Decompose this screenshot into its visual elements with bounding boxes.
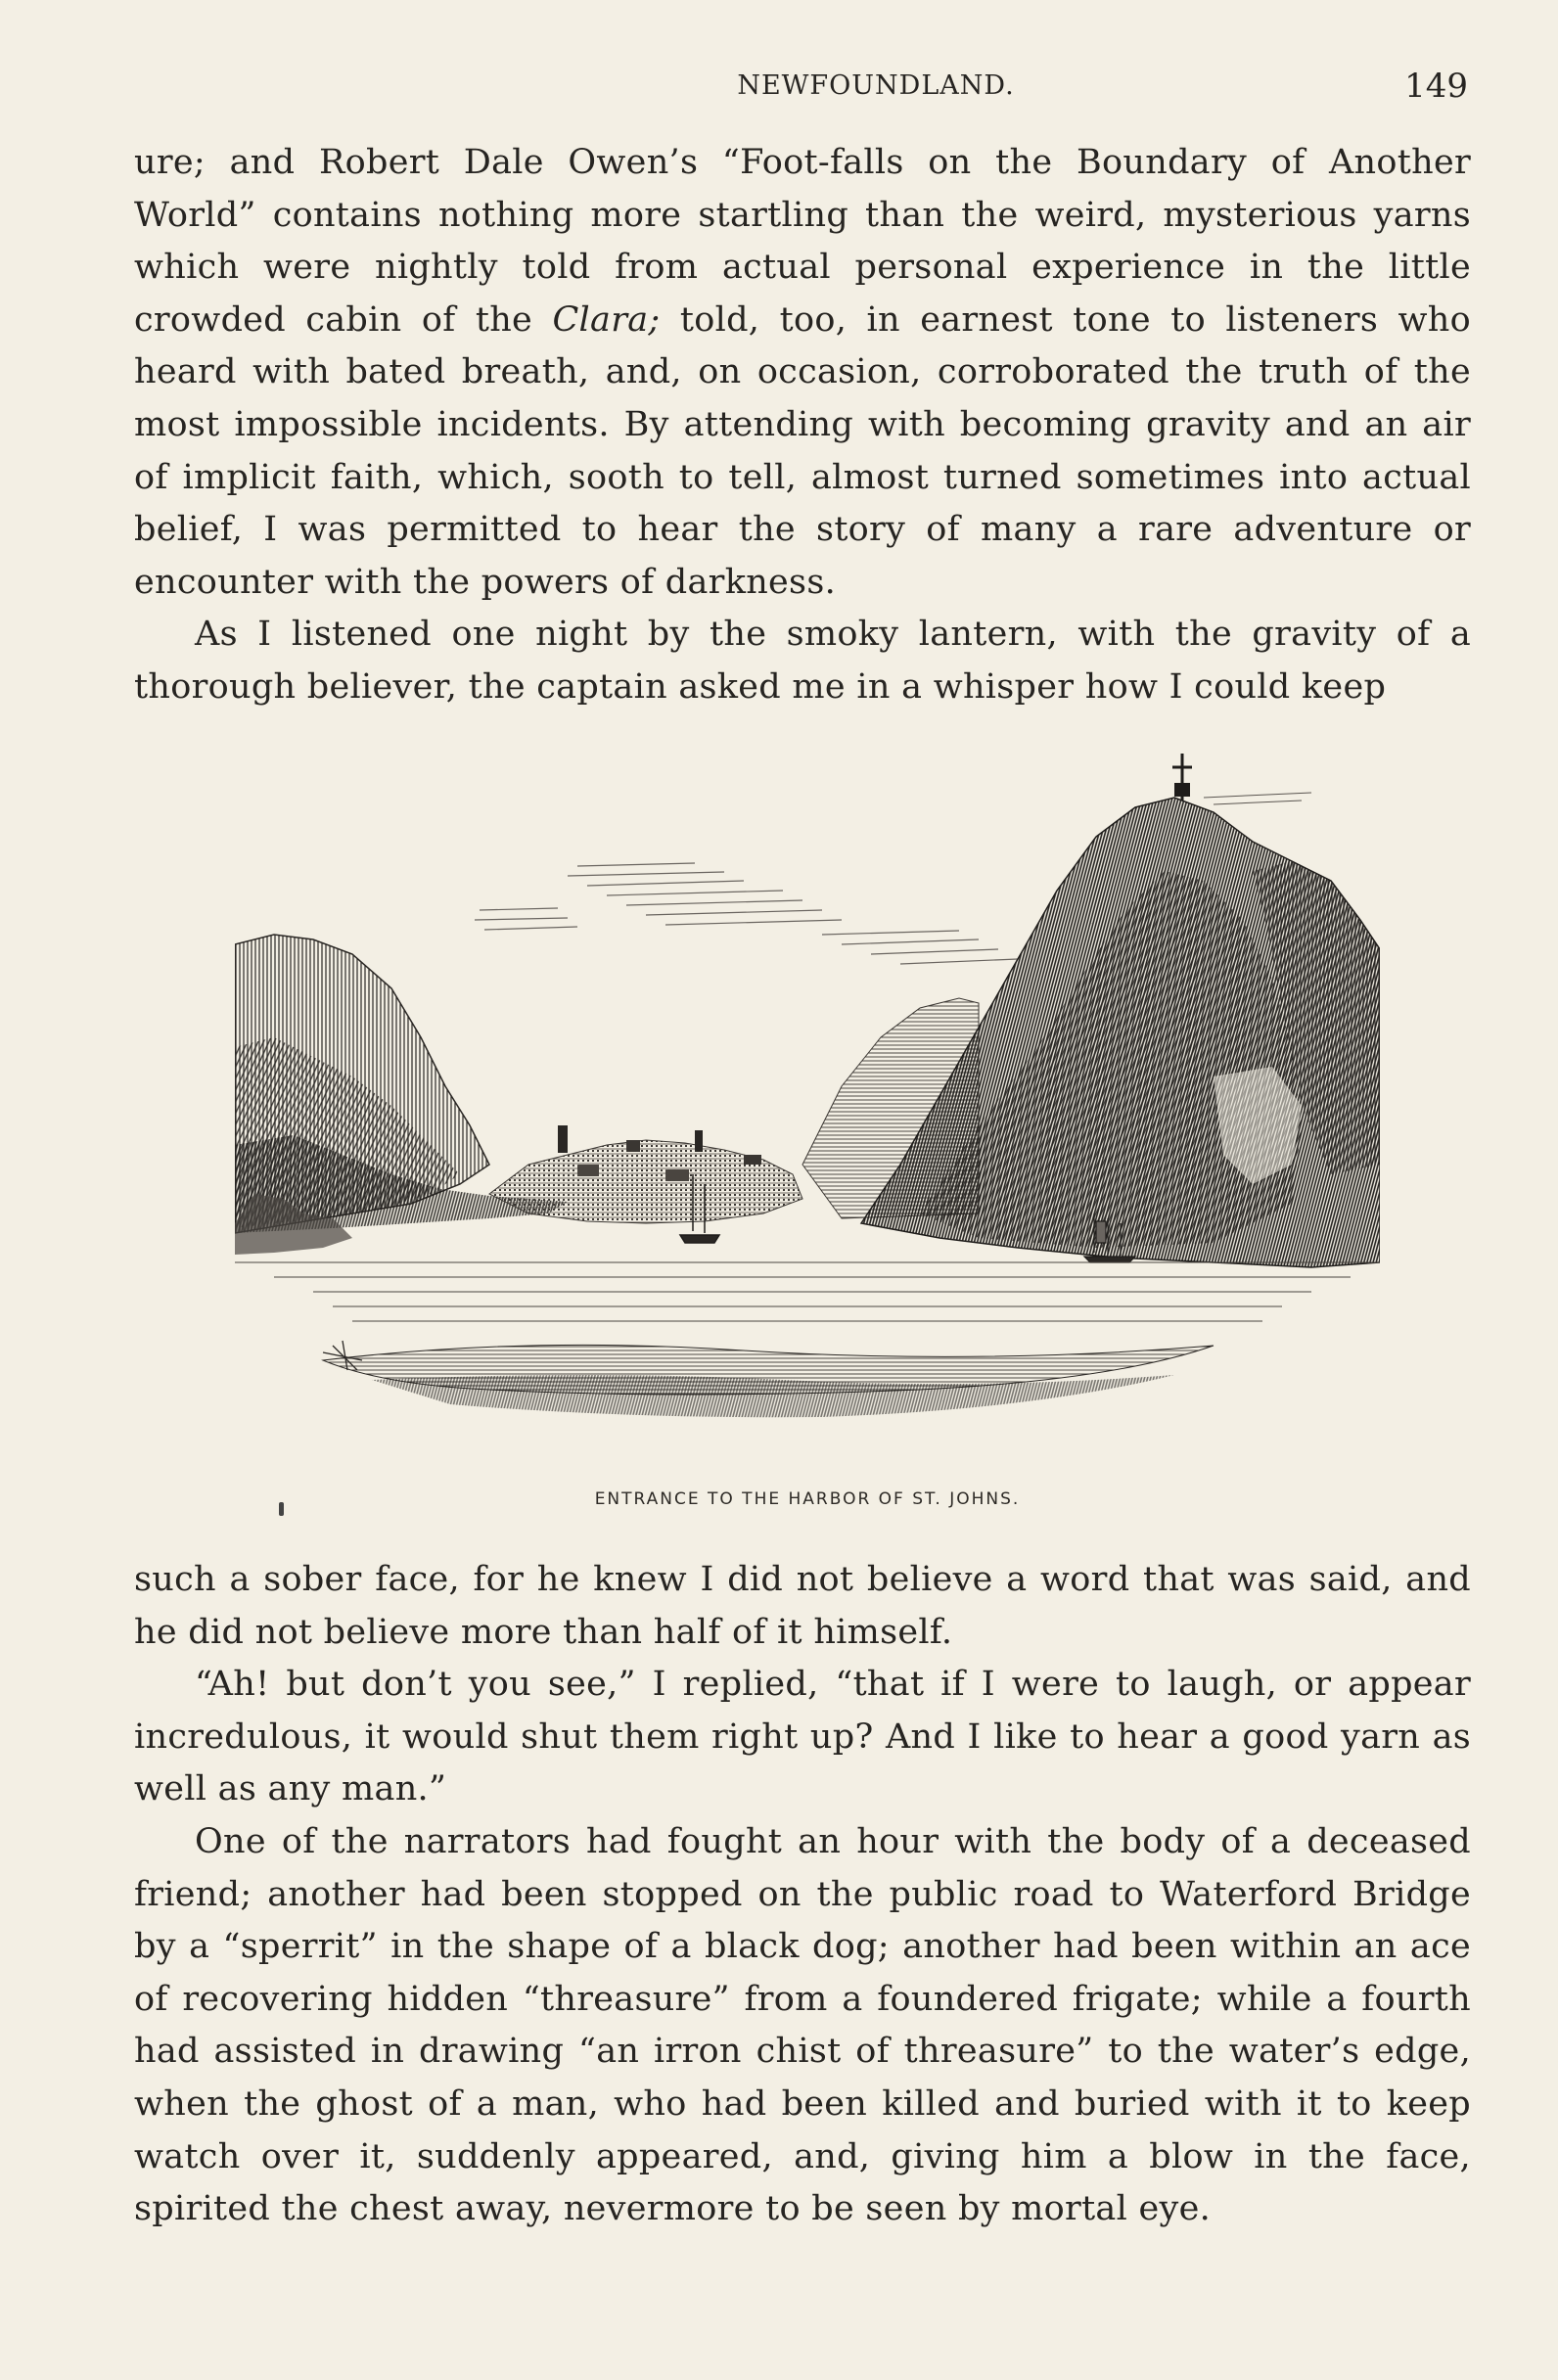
- paragraph-text: One of the narrators had fought an hour with the body of a deceased friend; another had been stopped on the public road to Waterford Bridge by a “sperrit” in the shape of a black dog; another had been within an ace of recovering hidden “threasure” from a foundered frigate; while a fourth had assisted in drawing “an irron chist of threasure” to the water’s edge, when the ghost of a man, who had been killed and buried with it to keep watch over it, suddenly appeared, and, giving him a blow in the face, spirited the chest away, nevermore to be seen by mortal eye.: [134, 1821, 1471, 2229]
- paragraph-text: ure; and Robert Dale Owen’s “Foot-falls on the Boundary of Another World” contains nothing more startling than the weird, mysterious yarns which were nightly told from actual personal experience in the little crowded cabin of the: [134, 143, 1471, 340]
- italic-text: Clara;: [552, 299, 661, 340]
- paragraph-text: As I listened one night by the smoky lantern, with the gravity of a thorough believer, the captain asked me in a whisper how I could keep: [134, 615, 1471, 707]
- harbor-engraving-illustration: [235, 754, 1380, 1497]
- harbor-engraving: [235, 754, 1380, 1497]
- paragraph-text: told, too, in earnest tone to listeners who heard with bated breath, and, on occasion, corroborated the truth of the most impossible incidents. By attending with becoming gravity and an air of implicit faith, which, sooth to tell, almost turned sometimes into actual belief, I was permitted to hear the story of many a rare adventure or encounter with the powers of darkness.: [134, 299, 1471, 602]
- paragraph: [134, 1659, 1471, 1816]
- page-number: 149: [1404, 67, 1468, 106]
- figure-caption: ENTRANCE TO THE HARBOR OF ST. JOHNS.: [594, 1489, 1021, 1509]
- paragraph-text: such a sober face, for he knew I did not believe a word that was said, and he did not believe more than half of it himself.: [134, 1560, 1471, 1652]
- ink-mark: [279, 1502, 284, 1516]
- body-text-top: [134, 137, 1471, 714]
- paragraph: [134, 137, 1471, 609]
- paragraph: [134, 609, 1471, 713]
- body-text-bottom: [134, 1554, 1471, 2236]
- running-title: NEWFOUNDLAND.: [737, 70, 1015, 101]
- paragraph-text: “Ah! but don’t you see,” I replied, “that if I were to laugh, or appear incredulous, it would shut them right up? And I like to hear a good yarn as well as any man.”: [134, 1665, 1471, 1809]
- paragraph: [134, 1554, 1471, 1659]
- paragraph: [134, 1816, 1471, 2236]
- page-header: [137, 67, 1468, 110]
